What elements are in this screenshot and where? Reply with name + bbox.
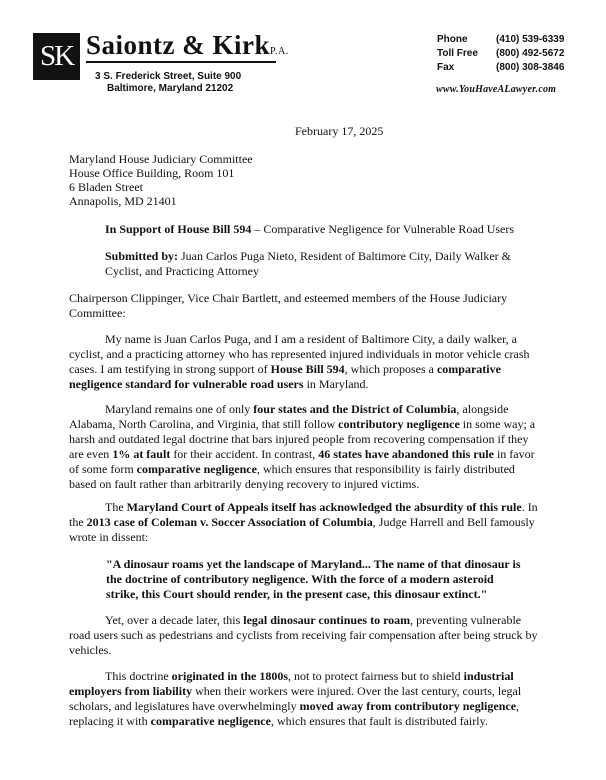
p5-bold-1: originated in the 1800s	[171, 669, 288, 683]
p2-text-d: in some way; a harsh and outdated legal doctrine that bars injured people from recovering compensation if they are even	[69, 417, 536, 461]
contact-value-phone: (410) 539-6339	[496, 34, 565, 45]
recipient-line1: Maryland House Judiciary Committee	[69, 152, 253, 166]
p2-bold-4: 46 states have abandoned this rule	[318, 447, 494, 461]
p2-text-e: for their accident. In contrast,	[170, 447, 319, 461]
p3-text-a: The	[105, 500, 127, 514]
subject-rest: – Comparative Negligence for Vulnerable Road Users	[251, 222, 515, 236]
subject-bill: In Support of House Bill 594	[105, 222, 252, 236]
p2-text-c: , alongside Alabama, North Carolina, and Virginia, that still follow	[69, 402, 509, 431]
p5-text-e: , replacing it with	[69, 699, 520, 728]
letter-date: February 17, 2025	[295, 124, 384, 138]
firm-address-line2: Baltimore, Maryland 21202	[107, 83, 234, 94]
p5-bold-2: industrial employers from liability	[69, 669, 514, 698]
paragraph-5	[69, 669, 545, 729]
p3-bold-2: 2013 case of Coleman v. Soccer Association of Columbia	[86, 515, 373, 529]
p2-bold-2: contributory negligence	[338, 417, 460, 431]
contact-value-fax: (800) 308-3846	[496, 62, 565, 73]
firm-name-text: Saiontz & Kirk	[86, 30, 271, 60]
p3-text-c: . In the	[69, 500, 538, 529]
p5-text-a: This doctrine	[105, 669, 172, 683]
p2-bold-1: four states and the District of Columbia	[253, 402, 457, 416]
p4-text-a: Yet, over a decade later, this	[105, 613, 244, 627]
contact-label-phone: Phone	[437, 34, 468, 45]
paragraph-1	[69, 332, 545, 392]
submitted-by	[105, 249, 545, 279]
recipient-line4: Annapolis, MD 21401	[69, 194, 177, 208]
dissent-quote: "A dinosaur roams yet the landscape of Maryland... The name of that dinosaur is the doctrine of contributory negligence. With the force of a modern asteroid strike, this Court should render, in the present case, this dinosaur extinct."	[106, 557, 521, 601]
p2-bold-3: 1% at fault	[112, 447, 171, 461]
firm-website[interactable]: www.YouHaveALawyer.com	[436, 84, 557, 95]
p4-text-c: , preventing vulnerable road users such as pedestrians and cyclists from receiving fair compensation after being struck by vehicles.	[69, 613, 538, 657]
p1-bold-2: comparative negligence standard for vulnerable road users	[69, 362, 501, 391]
paragraph-4	[69, 613, 545, 658]
p5-text-c: , not to protect fairness but to shield	[288, 669, 464, 683]
p2-bold-5: comparative negligence	[136, 462, 257, 476]
p5-bold-3: moved away from contributory negligence	[299, 699, 517, 713]
p5-text-f: , which ensures that fault is distributed fairly.	[270, 714, 488, 728]
p2-text-f: in favor of some form	[69, 447, 535, 476]
p5-text-d: when their workers were injured. Over the last century, courts, legal scholars, and legislatures have overwhelmingly	[69, 684, 522, 713]
submitted-by-text: Juan Carlos Puga Nieto, Resident of Baltimore City, Daily Walker & Cyclist, and Practicing Attorney	[105, 249, 511, 278]
p1-bold-1: House Bill 594	[270, 362, 345, 376]
paragraph-3	[69, 500, 545, 545]
contact-label-fax: Fax	[437, 62, 455, 73]
letterhead-rule	[86, 61, 276, 63]
contact-value-tollfree: (800) 492-5672	[496, 48, 565, 59]
contact-label-tollfree: Toll Free	[437, 48, 478, 59]
p2-text-a: Maryland remains one of only	[105, 402, 254, 416]
paragraph-2	[69, 402, 545, 492]
salutation: Chairperson Clippinger, Vice Chair Bartlett, and esteemed members of the House Judiciary Committee:	[69, 291, 508, 320]
p1-text-a: My name is Juan Carlos Puga, and I am a resident of Baltimore City, a daily walker, a cyclist, and a practicing attorney who has represented injured individuals in motor vehicle crash cases. I am testifying in strong support of	[69, 332, 530, 376]
p1-text-c: , which proposes a	[344, 362, 437, 376]
submitted-by-label: Submitted by:	[105, 249, 179, 263]
p3-text-d: , Judge Harrell and Bell famously wrote in dissent:	[69, 515, 535, 544]
firm-logo: SK	[33, 33, 80, 80]
p1-text-d: in Maryland.	[303, 377, 369, 391]
firm-suffix: P.A.	[270, 46, 289, 57]
recipient-line2: House Office Building, Room 101	[69, 166, 235, 180]
firm-address-line1: 3 S. Frederick Street, Suite 900	[95, 71, 242, 82]
p2-text-g: , which ensures that responsibility is fairly distributed based on fault rather than arbitrarily denying recovery to injured victims.	[69, 462, 515, 491]
p3-bold-1: Maryland Court of Appeals itself has acknowledged the absurdity of this rule	[126, 500, 522, 514]
recipient-line3: 6 Bladen Street	[69, 180, 143, 194]
p5-bold-4: comparative negligence	[150, 714, 271, 728]
p4-bold-1: legal dinosaur continues to roam	[243, 613, 411, 627]
subject-line	[105, 222, 514, 236]
